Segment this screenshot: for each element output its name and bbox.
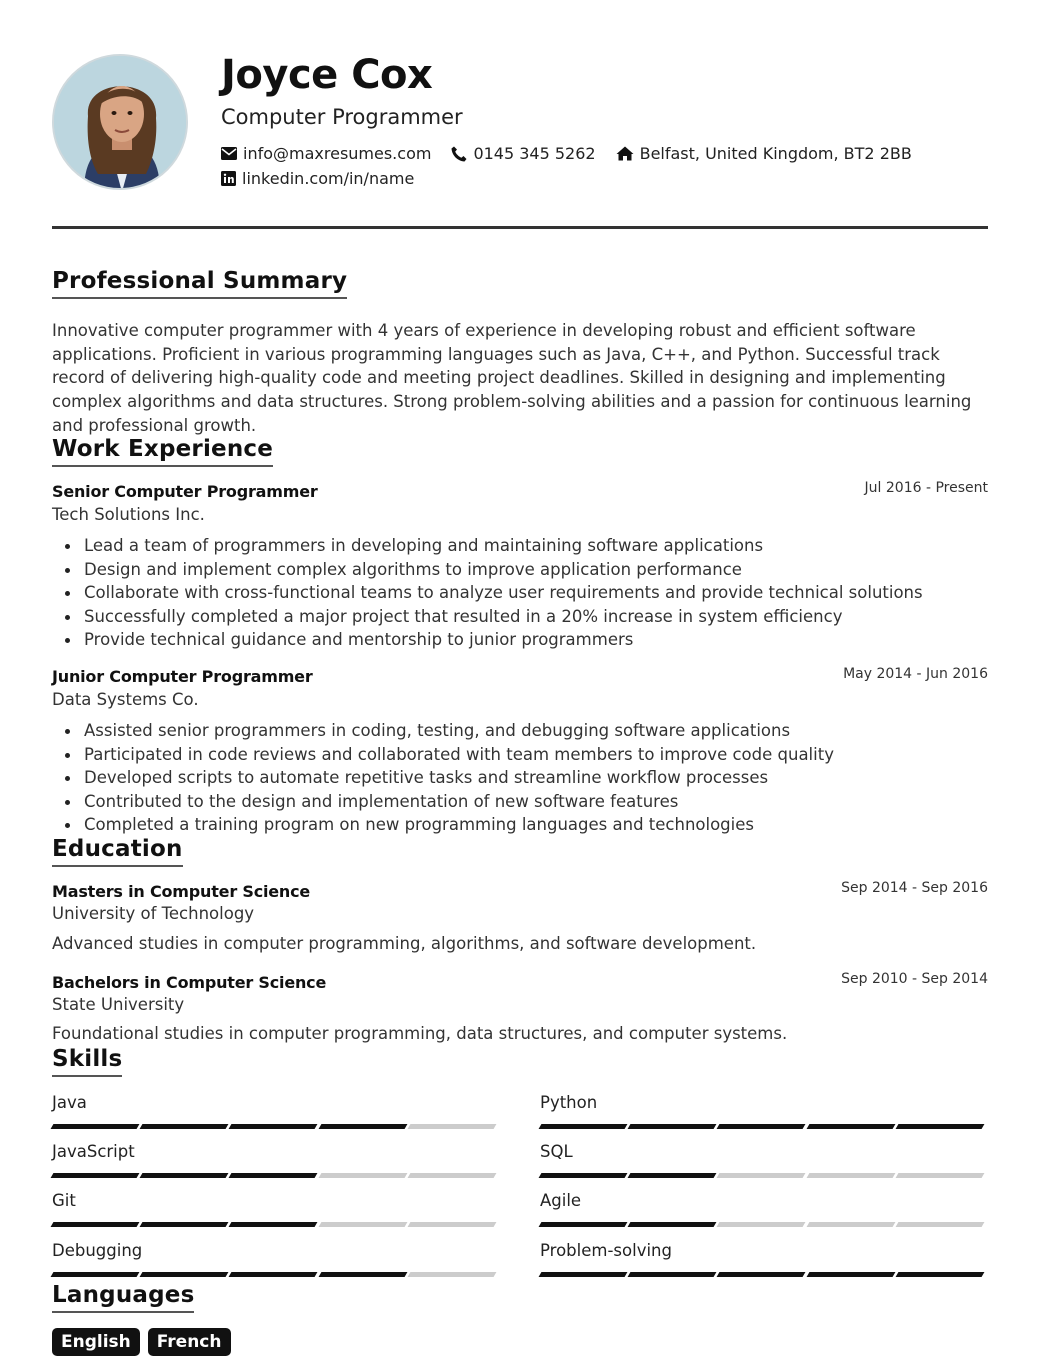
list-item: Design and implement complex algorithms to improve application performance [84,558,984,582]
experience-heading: Work Experience [52,436,273,467]
language-badge: English [52,1328,140,1356]
skill-name: Python [540,1093,598,1112]
skill-segment-filled [539,1222,628,1227]
skill-segment-empty [407,1124,496,1129]
education-heading: Education [52,836,183,867]
candidate-title: Computer Programmer [221,105,463,129]
skill-level-bar [52,1272,498,1277]
list-item: Contributed to the design and implementation of new software features [84,790,984,814]
skill-segment-filled [895,1272,984,1277]
skill-item [52,1191,498,1227]
job-bullets [84,534,984,652]
skill-level-bar [540,1124,986,1129]
skill-segment-filled [51,1272,140,1277]
list-item: Successfully completed a major project that resulted in a 20% increase in system efficiency [84,605,984,629]
skill-segment-filled [628,1222,717,1227]
language-list [52,1328,239,1356]
skill-segment-filled [229,1222,318,1227]
skill-level-bar [540,1222,986,1227]
skill-segment-filled [140,1124,229,1129]
linkedin-icon [221,171,236,186]
degree-dates: Sep 2014 - Sep 2016 [841,880,988,896]
location-text: Belfast, United Kingdom, BT2 2BB [639,144,912,163]
skill-segment-empty [895,1173,984,1178]
skill-item [52,1241,498,1277]
skill-segment-empty [717,1222,806,1227]
skill-level-bar [52,1222,498,1227]
list-item: Lead a team of programmers in developing and maintaining software applications [84,534,984,558]
job-company: Data Systems Co. [52,690,199,709]
skill-segment-empty [318,1173,407,1178]
contact-row-2 [221,169,434,188]
skill-level-bar [540,1272,986,1277]
contact-location [616,144,912,163]
envelope-icon [221,147,237,160]
skill-segment-empty [318,1222,407,1227]
job-title: Junior Computer Programmer [52,667,313,686]
school-name: State University [52,995,185,1014]
skill-segment-filled [717,1272,806,1277]
skill-name: Git [52,1191,76,1210]
skill-segment-filled [229,1272,318,1277]
skills-heading: Skills [52,1046,122,1077]
degree-description: Advanced studies in computer programming, algorithms, and software development. [52,934,757,953]
skill-name: SQL [540,1142,573,1161]
contact-phone[interactable] [451,144,595,163]
skill-segment-empty [407,1222,496,1227]
skill-segment-empty [806,1173,895,1178]
skill-name: Java [52,1093,87,1112]
languages-heading: Languages [52,1282,194,1313]
skill-item [52,1093,498,1129]
summary-heading: Professional Summary [52,268,347,299]
linkedin-text: linkedin.com/in/name [242,169,415,188]
job-dates: Jul 2016 - Present [864,480,988,496]
contact-email[interactable] [221,144,431,163]
skill-segment-filled [229,1124,318,1129]
job-title: Senior Computer Programmer [52,482,318,501]
skill-segment-filled [895,1124,984,1129]
candidate-name: Joyce Cox [221,52,433,98]
header-divider [52,226,988,229]
list-item: Collaborate with cross-functional teams to analyze user requirements and provide technical solutions [84,581,984,605]
skill-segment-filled [539,1272,628,1277]
summary-text: Innovative computer programmer with 4 years of experience in developing robust and efficient software applications. Proficient in various programming languages such as Java, C++, and Python. Successful track record of delivering high-quality code and meeting project deadlines. Skilled in designing and implementing complex algorithms and data structures. Strong problem-solving abilities and a passion for continuous learning and professional growth. [52,321,972,435]
avatar [52,54,188,190]
list-item: Assisted senior programmers in coding, testing, and debugging software applications [84,719,984,743]
contact-row [221,144,932,163]
skill-segment-filled [51,1222,140,1227]
job-company: Tech Solutions Inc. [52,505,205,524]
skill-segment-empty [407,1173,496,1178]
list-item: Provide technical guidance and mentorship to junior programmers [84,628,984,652]
skill-segment-filled [717,1124,806,1129]
degree-dates: Sep 2010 - Sep 2014 [841,971,988,987]
skill-segment-filled [140,1222,229,1227]
skill-level-bar [52,1124,498,1129]
list-item: Completed a training program on new programming languages and technologies [84,813,984,837]
skill-segment-filled [318,1124,407,1129]
phone-icon [451,146,467,162]
skill-segment-filled [140,1173,229,1178]
skill-segment-filled [806,1272,895,1277]
skill-name: Agile [540,1191,582,1210]
skill-segment-filled [539,1173,628,1178]
skill-segment-filled [628,1124,717,1129]
degree-title: Bachelors in Computer Science [52,973,327,992]
skill-name: Problem-solving [540,1241,672,1260]
skill-segment-filled [229,1173,318,1178]
skill-segment-filled [628,1173,717,1178]
job-dates: May 2014 - Jun 2016 [843,666,988,682]
degree-title: Masters in Computer Science [52,882,311,901]
skill-segment-filled [51,1173,140,1178]
skill-segment-filled [140,1272,229,1277]
email-text: info@maxresumes.com [243,144,432,163]
school-name: University of Technology [52,904,255,923]
list-item: Developed scripts to automate repetitive tasks and streamline workflow processes [84,766,984,790]
skill-level-bar [52,1173,498,1178]
skill-item [52,1142,498,1178]
skill-item [540,1142,986,1178]
skill-segment-empty [806,1222,895,1227]
skill-item [540,1191,986,1227]
home-icon [616,146,634,161]
skill-segment-empty [407,1272,496,1277]
skill-level-bar [540,1173,986,1178]
job-bullets [84,719,984,837]
skill-segment-empty [895,1222,984,1227]
list-item: Participated in code reviews and collaborated with team members to improve code quality [84,743,984,767]
skill-segment-filled [51,1124,140,1129]
degree-description: Foundational studies in computer programming, data structures, and computer systems. [52,1024,788,1043]
skill-segment-empty [717,1173,806,1178]
skill-segment-filled [806,1124,895,1129]
skill-name: Debugging [52,1241,143,1260]
skill-name: JavaScript [52,1142,135,1161]
resume-page [52,0,988,1372]
skill-segment-filled [539,1124,628,1129]
skill-item [540,1241,986,1277]
skill-segment-filled [628,1272,717,1277]
skill-segment-filled [318,1272,407,1277]
skill-item [540,1093,986,1129]
phone-text: 0145 345 5262 [473,144,596,163]
contact-linkedin[interactable] [221,169,414,188]
portrait-illustration [54,56,188,190]
language-badge: French [148,1328,231,1356]
